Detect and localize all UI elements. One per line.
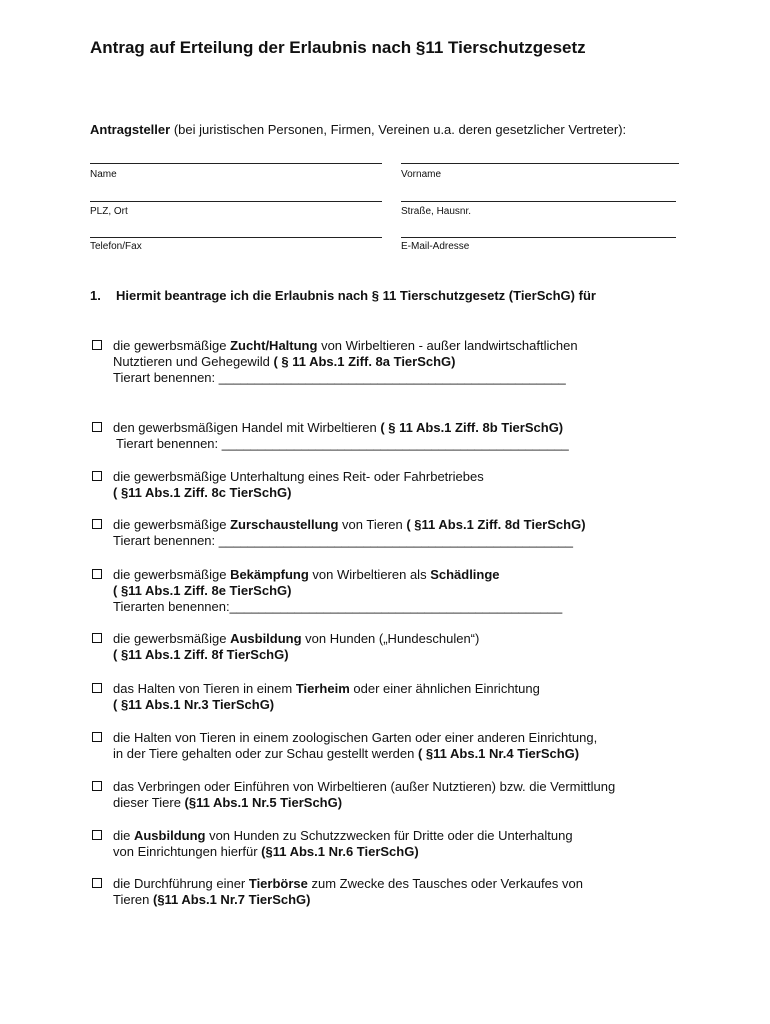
telefon-field-line[interactable] (90, 237, 382, 238)
tierarten-input-line[interactable]: Tierarten benennen:______________________________________________ (113, 599, 563, 614)
field-label-vorname: Vorname (401, 169, 442, 180)
option-schutzhunde: die Ausbildung von Hunden zu Schutzzwecken für Dritte oder die Unterhaltung von Einrichtungen hierfür (§11 Abs.1 Nr.6 TierSchG) (113, 828, 573, 859)
tierart-input-line[interactable]: Tierart benennen: _________________________________________________ (113, 533, 574, 548)
checkbox-verbringen-einfuehren[interactable] (92, 781, 102, 791)
checkbox-schutzhunde[interactable] (92, 830, 102, 840)
field-label-telefon: Telefon/Fax (90, 241, 142, 252)
vorname-field-line[interactable] (401, 163, 679, 164)
option-zoologischer-garten: die Halten von Tieren in einem zoologischen Garten oder einer anderen Einrichtung, in der Tiere gehalten oder zur Schau gestellt werden ( §11 Abs.1 Nr.4 TierSchG) (113, 730, 598, 761)
applicant-note: (bei juristischen Personen, Firmen, Vereinen u.a. deren gesetzlicher Vertreter): (170, 122, 627, 137)
email-field-line[interactable] (401, 237, 676, 238)
option-tierboerse: die Durchführung einer Tierbörse zum Zwecke des Tausches oder Verkaufes von Tieren (§11 Abs.1 Nr.7 TierSchG) (113, 876, 583, 907)
field-label-name: Name (90, 169, 117, 180)
section-number: 1. (90, 288, 101, 303)
tierart-input-line[interactable]: Tierart benennen: ________________________________________________ (116, 436, 569, 451)
option-tierheim: das Halten von Tieren in einem Tierheim oder einer ähnlichen Einrichtung ( §11 Abs.1 Nr.3 TierSchG) (113, 681, 540, 712)
strasse-field-line[interactable] (401, 201, 676, 202)
section-heading: Hiermit beantrage ich die Erlaubnis nach § 11 Tierschutzgesetz (TierSchG) für (116, 288, 596, 303)
name-field-line[interactable] (90, 163, 382, 164)
field-label-email: E-Mail-Adresse (401, 241, 470, 252)
applicant-heading: Antragsteller (90, 122, 171, 137)
option-zurschaustellung: die gewerbsmäßige Zurschaustellung von Tieren ( §11 Abs.1 Ziff. 8d TierSchG) Tierart benennen: _________________________________________________ (113, 517, 586, 548)
checkbox-handel[interactable] (92, 422, 102, 432)
checkbox-zurschaustellung[interactable] (92, 519, 102, 529)
field-label-strasse: Straße, Hausnr. (401, 206, 472, 217)
checkbox-schaedlingsbekaempfung[interactable] (92, 569, 102, 579)
checkbox-hundeschulen[interactable] (92, 633, 102, 643)
option-schaedlingsbekaempfung: die gewerbsmäßige Bekämpfung von Wirbeltieren als Schädlinge ( §11 Abs.1 Ziff. 8e TierSchG) Tierarten benennen:______________________________________________ (113, 567, 563, 614)
page-title: Antrag auf Erteilung der Erlaubnis nach §11 Tierschutzgesetz (90, 38, 586, 57)
option-verbringen-einfuehren: das Verbringen oder Einführen von Wirbeltieren (außer Nutztieren) bzw. die Vermittlung dieser Tiere (§11 Abs.1 Nr.5 TierSchG) (113, 779, 616, 810)
option-reit-fahrbetrieb: die gewerbsmäßige Unterhaltung eines Reit- oder Fahrbetriebes ( §11 Abs.1 Ziff. 8c TierSchG) (113, 469, 484, 500)
checkbox-reit-fahrbetrieb[interactable] (92, 471, 102, 481)
applicant-line (90, 122, 626, 138)
option-zucht-haltung: die gewerbsmäßige Zucht/Haltung von Wirbeltieren - außer landwirtschaftlichen Nutztieren und Gehegewild ( § 11 Abs.1 Ziff. 8a TierSchG) Tierart benennen: ________________________________________________ (113, 338, 578, 385)
checkbox-zoologischer-garten[interactable] (92, 732, 102, 742)
option-hundeschulen: die gewerbsmäßige Ausbildung von Hunden („Hundeschulen“) ( §11 Abs.1 Ziff. 8f TierSchG) (113, 631, 480, 662)
tierart-input-line[interactable]: Tierart benennen: ________________________________________________ (113, 370, 566, 385)
checkbox-tierboerse[interactable] (92, 878, 102, 888)
checkbox-zucht-haltung[interactable] (92, 340, 102, 350)
checkbox-tierheim[interactable] (92, 683, 102, 693)
plz-ort-field-line[interactable] (90, 201, 382, 202)
option-handel: den gewerbsmäßigen Handel mit Wirbeltieren ( § 11 Abs.1 Ziff. 8b TierSchG) Tierart benennen: ________________________________________________ (113, 420, 569, 451)
field-label-plz-ort: PLZ, Ort (90, 206, 128, 217)
